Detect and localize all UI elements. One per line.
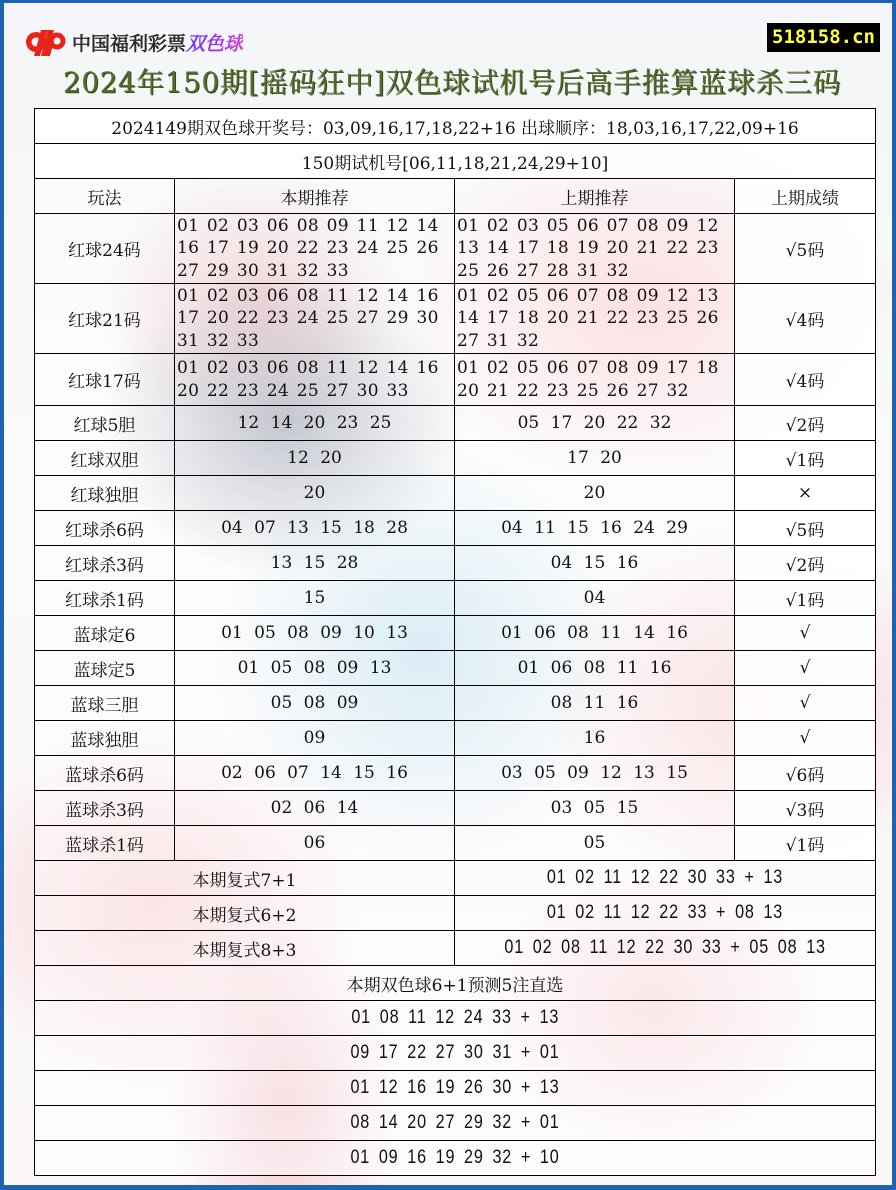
compound-row [35, 861, 876, 896]
previous-result: √3码 [735, 791, 876, 826]
previous-result: √1码 [735, 826, 876, 861]
previous-pick: 03 05 15 [455, 791, 735, 826]
current-pick: 15 [175, 581, 455, 616]
play-name: 蓝球定6 [35, 616, 175, 651]
play-name: 红球17码 [35, 354, 175, 406]
table-row [35, 354, 876, 406]
previous-result: √4码 [735, 354, 876, 406]
current-pick: 02 06 14 [175, 791, 455, 826]
table-row [35, 651, 876, 686]
previous-pick: 04 [455, 581, 735, 616]
column-header: 上期成绩 [735, 179, 876, 214]
current-pick: 01 02 03 06 08 11 12 14 16 17 20 22 23 24 25 27 29 30 31 32 33 [175, 284, 455, 354]
previous-result: √2码 [735, 406, 876, 441]
previous-result: × [735, 476, 876, 511]
previous-pick: 08 11 16 [455, 686, 735, 721]
play-name: 红球独胆 [35, 476, 175, 511]
previous-pick: 05 [455, 826, 735, 861]
previous-result: √ [735, 721, 876, 756]
previous-pick: 17 20 [455, 441, 735, 476]
current-pick: 02 06 07 14 15 16 [175, 756, 455, 791]
table-row [35, 511, 876, 546]
previous-pick: 01 02 05 06 07 08 09 12 13 14 17 18 20 21 22 23 25 26 27 31 32 [455, 284, 735, 354]
play-name: 红球杀3码 [35, 546, 175, 581]
current-pick: 04 07 13 15 18 28 [175, 511, 455, 546]
table-row [35, 826, 876, 861]
previous-pick: 03 05 09 12 13 15 [455, 756, 735, 791]
play-name: 蓝球杀1码 [35, 826, 175, 861]
current-pick: 09 [175, 721, 455, 756]
previous-result: √ [735, 616, 876, 651]
table-row [35, 284, 876, 354]
current-pick: 12 14 20 23 25 [175, 406, 455, 441]
play-name: 蓝球杀6码 [35, 756, 175, 791]
play-name: 蓝球杀3码 [35, 791, 175, 826]
pick-row [35, 1036, 876, 1071]
column-header: 上期推荐 [455, 179, 735, 214]
logo-brand: 双色球 [186, 29, 243, 56]
previous-pick: 04 15 16 [455, 546, 735, 581]
picks-title: 本期双色球6+1预测5注直选 [35, 966, 876, 1001]
column-header: 本期推荐 [175, 179, 455, 214]
pick-row [35, 1071, 876, 1106]
compound-label: 本期复式7+1 [35, 861, 455, 896]
previous-pick: 05 17 20 22 32 [455, 406, 735, 441]
table-row [35, 791, 876, 826]
previous-pick: 01 02 03 05 06 07 08 09 12 13 14 17 18 19 20 21 22 23 25 26 27 28 31 32 [455, 214, 735, 284]
welfare-lottery-logo [24, 27, 243, 57]
current-pick: 06 [175, 826, 455, 861]
table-row [35, 581, 876, 616]
previous-pick: 04 11 15 16 24 29 [455, 511, 735, 546]
previous-result: √4码 [735, 284, 876, 354]
draw-info: 2024149期双色球开奖号：03,09,16,17,18,22+16 出球顺序：18,03,16,17,22,09+16 [35, 109, 876, 144]
previous-pick: 20 [455, 476, 735, 511]
table-row [35, 476, 876, 511]
play-name: 红球杀1码 [35, 581, 175, 616]
picks-title-row [35, 966, 876, 1001]
play-name: 蓝球定5 [35, 651, 175, 686]
pick-line-text: 01 08 11 12 24 33 + 13 [351, 1007, 559, 1028]
table-header [35, 179, 876, 214]
pick-line-text: 01 12 16 19 26 30 + 13 [350, 1077, 560, 1098]
logo-text: 中国福利彩票 [72, 32, 187, 55]
play-name: 蓝球三胆 [35, 686, 175, 721]
previous-pick: 01 06 08 11 14 16 [455, 616, 735, 651]
current-pick: 12 20 [175, 441, 455, 476]
current-pick: 01 05 08 09 10 13 [175, 616, 455, 651]
previous-result: √1码 [735, 581, 876, 616]
play-name: 红球5胆 [35, 406, 175, 441]
current-pick: 20 [175, 476, 455, 511]
compound-row [35, 896, 876, 931]
pick-line [35, 1071, 876, 1106]
previous-result: √ [735, 651, 876, 686]
compound-row [35, 931, 876, 966]
pick-line-text: 08 14 20 27 29 32 + 01 [350, 1112, 560, 1133]
compound-numbers-text: 01 02 11 12 22 33 + 08 13 [546, 902, 784, 923]
draw-info-row [35, 109, 876, 144]
pick-row [35, 1001, 876, 1036]
compound-numbers [455, 931, 876, 966]
previous-result: √5码 [735, 511, 876, 546]
site-badge[interactable]: 518158.cn [767, 23, 880, 52]
table-row [35, 756, 876, 791]
cwl-logo-icon [24, 27, 68, 57]
current-pick: 01 05 08 09 13 [175, 651, 455, 686]
table-row [35, 686, 876, 721]
play-name: 红球21码 [35, 284, 175, 354]
previous-result: √6码 [735, 756, 876, 791]
compound-numbers-text: 01 02 11 12 22 30 33 + 13 [546, 867, 784, 888]
pick-row [35, 1106, 876, 1141]
compound-numbers-text: 01 02 08 11 12 22 30 33 + 05 08 13 [504, 937, 826, 958]
previous-result: √1码 [735, 441, 876, 476]
table-row [35, 546, 876, 581]
table-row [35, 214, 876, 284]
pick-line [35, 1036, 876, 1071]
page-title: 2024年150期[摇码狂中]双色球试机号后高手推算蓝球杀三码 [62, 66, 842, 99]
table-row [35, 441, 876, 476]
trial-info: 150期试机号[06,11,18,21,24,29+10] [35, 144, 876, 179]
play-name: 红球24码 [35, 214, 175, 284]
prediction-table [34, 108, 876, 1176]
pick-line-text: 09 17 22 27 30 31 + 01 [350, 1042, 560, 1063]
compound-numbers [455, 861, 876, 896]
previous-pick: 01 02 05 06 07 08 09 17 18 20 21 22 23 25 26 27 32 [455, 354, 735, 406]
pick-row [35, 1141, 876, 1176]
current-pick: 01 02 03 06 08 09 11 12 14 16 17 19 20 22 23 24 25 26 27 29 30 31 32 33 [175, 214, 455, 284]
play-name: 蓝球独胆 [35, 721, 175, 756]
table-row [35, 616, 876, 651]
pick-line [35, 1001, 876, 1036]
current-pick: 01 02 03 06 08 11 12 14 16 20 22 23 24 25 27 30 33 [175, 354, 455, 406]
column-header: 玩法 [35, 179, 175, 214]
previous-pick: 01 06 08 11 16 [455, 651, 735, 686]
pick-line-text: 01 09 16 19 29 32 + 10 [350, 1147, 560, 1168]
previous-result: √5码 [735, 214, 876, 284]
table-row [35, 721, 876, 756]
previous-result: √2码 [735, 546, 876, 581]
current-pick: 05 08 09 [175, 686, 455, 721]
compound-numbers [455, 896, 876, 931]
previous-result: √ [735, 686, 876, 721]
compound-label: 本期复式6+2 [35, 896, 455, 931]
previous-pick: 16 [455, 721, 735, 756]
compound-label: 本期复式8+3 [35, 931, 455, 966]
pick-line [35, 1106, 876, 1141]
play-name: 红球杀6码 [35, 511, 175, 546]
trial-info-row [35, 144, 876, 179]
play-name: 红球双胆 [35, 441, 175, 476]
current-pick: 13 15 28 [175, 546, 455, 581]
pick-line [35, 1141, 876, 1176]
table-row [35, 406, 876, 441]
